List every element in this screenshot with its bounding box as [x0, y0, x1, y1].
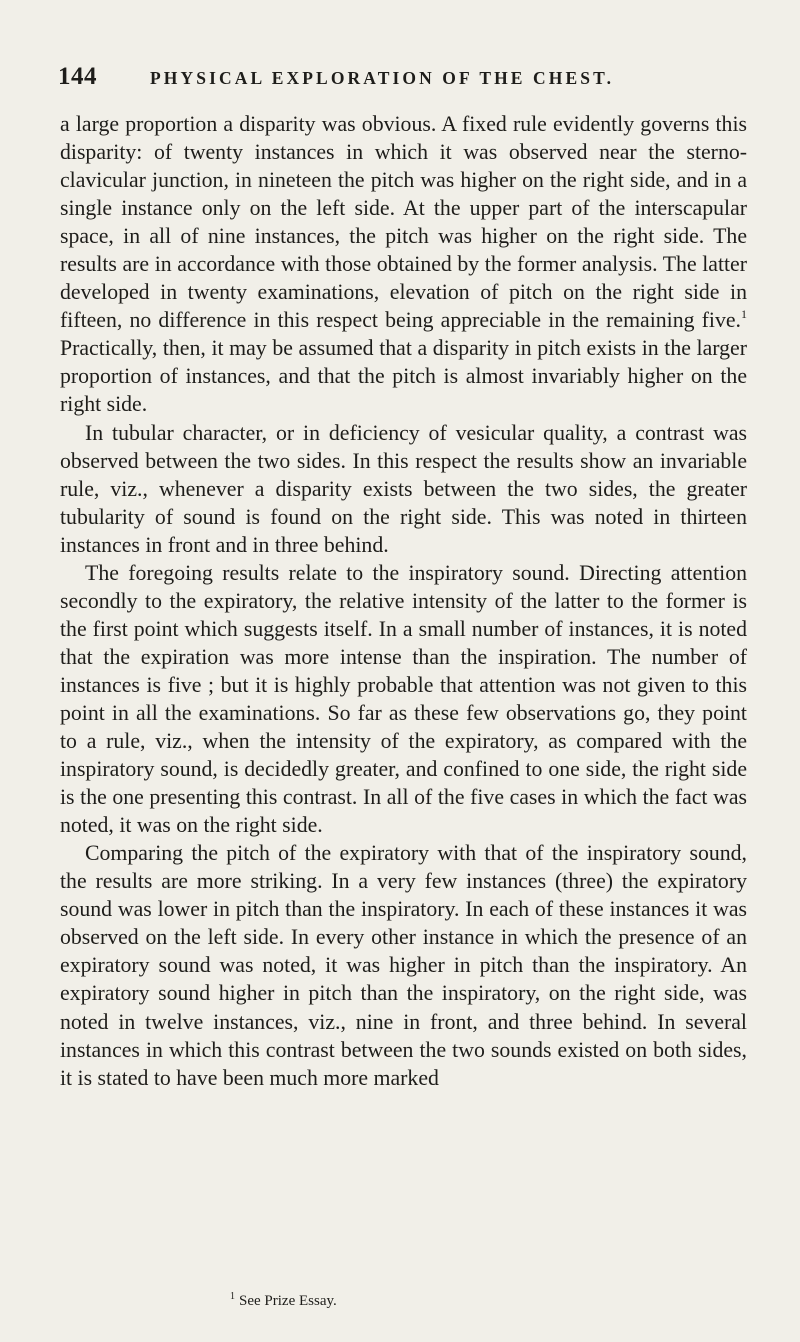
paragraph-1 — [60, 110, 747, 419]
paragraph-1-text: a large proportion a disparity was obvious. A fixed rule evidently governs this disparity: of twenty instances in which it was observed near the sterno-clavicular junction, in nineteen the pitch was higher on the right side, and in a single instance only on the left side. At the upper part of the interscapular space, in all of nine instances, the pitch was higher on the right side. The results are in accordance with those obtained by the former analysis. The latter developed in twenty examinations, elevation of pitch on the right side in fifteen, no difference in this respect being appreciable in the remaining five. — [60, 112, 747, 333]
footnote — [230, 1291, 337, 1311]
running-head: PHYSICAL EXPLORATION OF THE CHEST. — [150, 68, 615, 88]
paragraph-4: Comparing the pitch of the expiratory with that of the inspiratory sound, the results are more striking. In a very few instances (three) the expiratory sound was lower in pitch than the inspiratory. In each of these instances it was observed on the left side. In every other instance in which the presence of an expiratory sound was noted, it was higher in pitch than the inspiratory. An expiratory sound higher in pitch than the inspiratory, on the right side, was noted in twelve instances, viz., nine in front, and three behind. In several instances in which this contrast between the two sounds existed on both sides, it is stated to have been much more marked — [60, 841, 747, 1090]
paragraph-1-continuation: Practically, then, it may be assumed that a disparity in pitch exists in the larger proportion of instances, and that the pitch is almost invariably higher on the right side. — [60, 336, 747, 417]
footnote-mark: 1 — [230, 1291, 235, 1302]
paragraph-3: The foregoing results relate to the inspiratory sound. Directing attention secondly to the expiratory, the relative intensity of the latter to the former is the first point which suggests itself. In a small number of instances, it is noted that the expiration was more intense than the inspiration. The number of instances is five ; but it is highly probable that attention was not given to this point in all the examinations. So far as these few observations go, they point to a rule, viz., when the intensity of the expiratory, as compared with the inspiratory sound, is decidedly greater, and confined to one side, the right side is the one presenting this contrast. In all of the five cases in which the fact was noted, it was on the right side. — [60, 560, 747, 838]
body-text — [60, 110, 747, 1092]
footnote-reference: 1 — [741, 307, 747, 322]
paragraph-2: In tubular character, or in deficiency of vesicular quality, a contrast was observed between the two sides. In this respect the results show an invariable rule, viz., whenever a disparity exists between the two sides, the greater tubularity of sound is found on the right side. This was noted in thirteen instances in front and in three behind. — [60, 420, 747, 557]
page-number: 144 — [58, 63, 97, 90]
page-header — [58, 60, 748, 94]
footnote-text: See Prize Essay. — [239, 1293, 337, 1309]
